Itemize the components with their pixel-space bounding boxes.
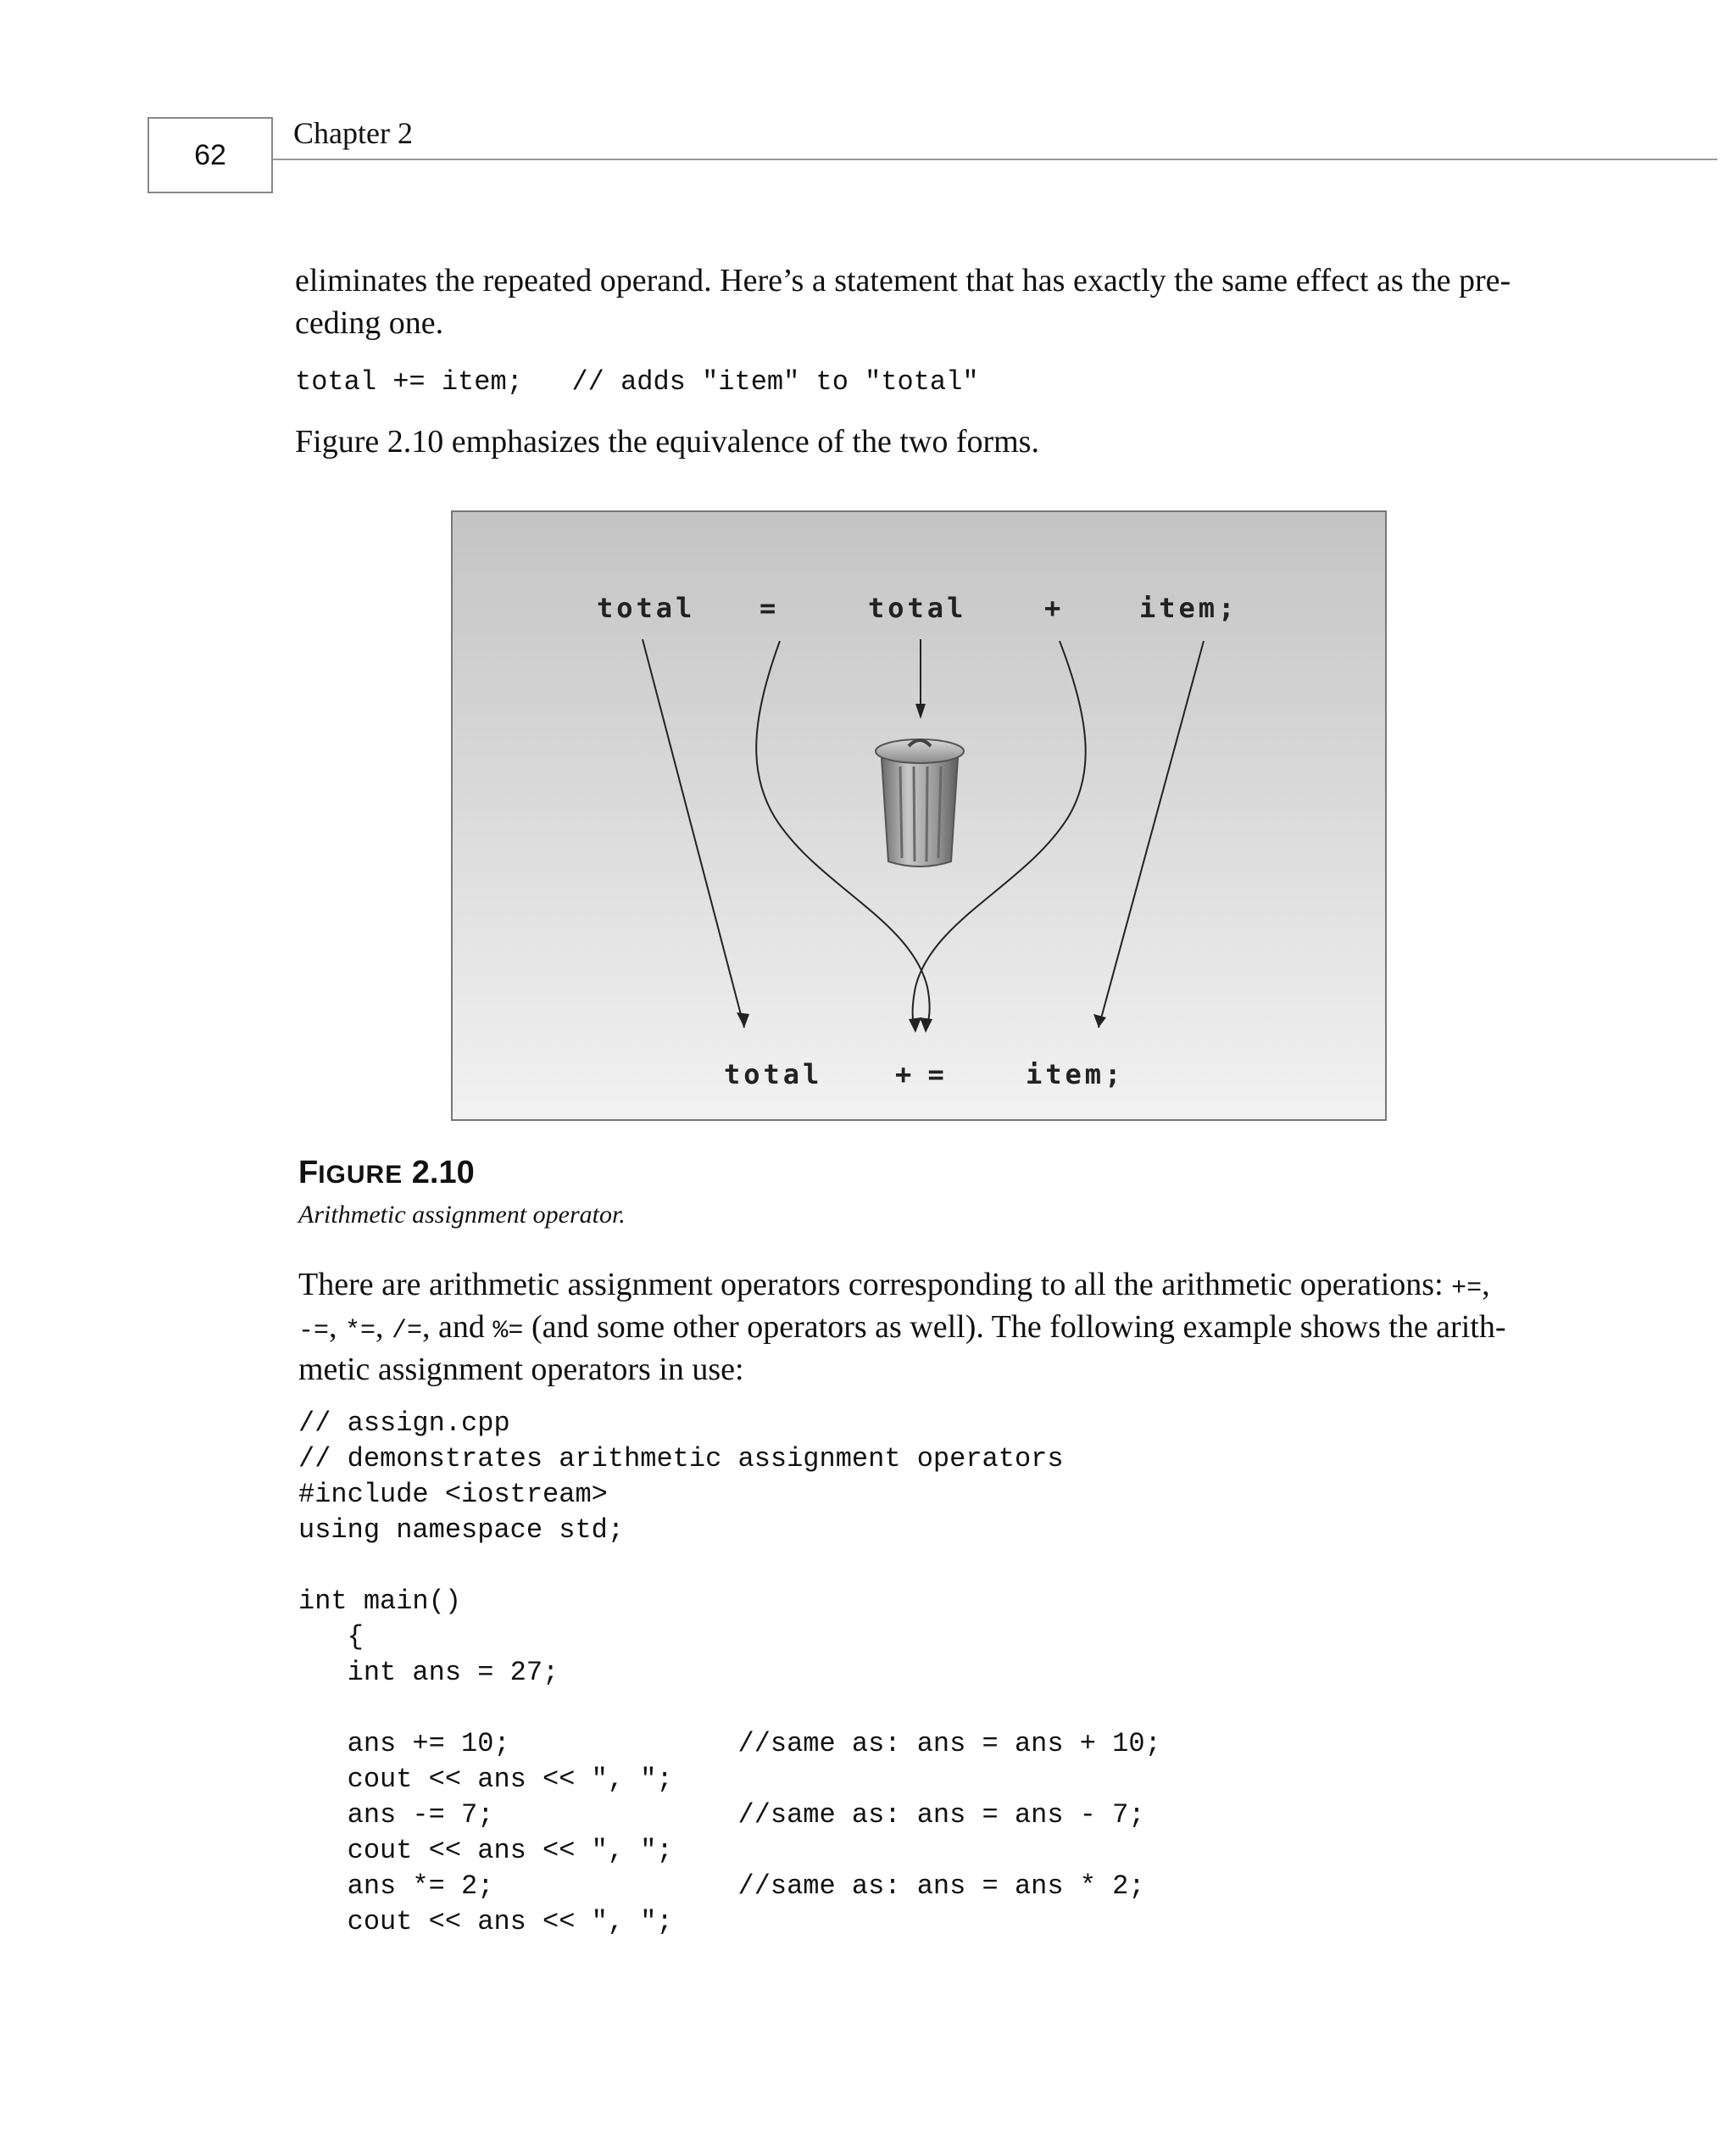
intro-line-2: ceding one. <box>295 305 444 341</box>
page-number-text: 62 <box>194 138 226 171</box>
page-number <box>147 117 273 193</box>
bottom-total: total <box>724 1058 823 1090</box>
figure-diagram <box>451 510 1387 1121</box>
top-plus: + <box>1044 592 1061 624</box>
trash-can-icon <box>876 739 964 867</box>
code-line: // assign.cpp <box>298 1407 510 1439</box>
code-line: int ans = 27; <box>298 1657 559 1688</box>
figure-reference: Figure 2.10 emphasizes the equivalence of the two forms. <box>295 424 1039 460</box>
body-line-1 <box>298 1263 1490 1310</box>
code-line: ans -= 7; //same as: ans = ans - 7; <box>298 1799 1145 1831</box>
figure-label <box>298 1155 475 1191</box>
header-rule <box>273 159 1717 160</box>
code-line: #include <iostream> <box>298 1479 608 1510</box>
body-comma-3: , <box>376 1309 384 1345</box>
code-line: ans += 10; //same as: ans = ans + 10; <box>298 1728 1161 1759</box>
body-line-2-text: (and some other operators as well). The following example shows the arith- <box>523 1309 1506 1345</box>
figure-number: 2.10 <box>411 1155 475 1190</box>
arrowhead-5 <box>915 704 926 719</box>
op-mod-equals: %= <box>492 1317 524 1346</box>
bottom-item: item; <box>1026 1058 1125 1090</box>
body-comma-1: , <box>1482 1267 1490 1302</box>
top-item: item; <box>1139 592 1238 624</box>
figure-label-prefix-big: F <box>298 1155 319 1190</box>
body-line-2 <box>298 1306 1505 1352</box>
code-line: cout << ans << ", "; <box>298 1764 673 1795</box>
code-line: // demonstrates arithmetic assignment operators <box>298 1443 1064 1474</box>
op-plus-equals: += <box>1451 1274 1483 1303</box>
top-equals: = <box>760 592 776 624</box>
body-and: , and <box>422 1309 493 1345</box>
figure-svg <box>453 512 1387 1121</box>
chapter-title: Chapter 2 <box>293 116 413 150</box>
body-comma-2: , <box>329 1309 337 1345</box>
code-line: ans *= 2; //same as: ans = ans * 2; <box>298 1870 1145 1902</box>
code-listing <box>298 1406 1161 1940</box>
arrowhead-4 <box>909 1017 921 1033</box>
figure-label-prefix-small: IGURE <box>318 1161 403 1189</box>
top-total-left: total <box>597 592 696 624</box>
op-minus-equals: -= <box>298 1317 330 1346</box>
code-line: using namespace std; <box>298 1514 625 1546</box>
top-total-right: total <box>868 592 967 624</box>
op-times-equals: *= <box>345 1317 376 1346</box>
code-line: int main() <box>298 1586 462 1617</box>
arrow-total-to-total <box>643 639 744 1028</box>
code-line: cout << ans << ", "; <box>298 1835 673 1866</box>
intro-line-1: eliminates the repeated operand. Here’s a statement that has exactly the same effect as the pre- <box>295 263 1511 298</box>
body-line-1-text: There are arithmetic assignment operators corresponding to all the arithmetic operations: <box>298 1267 1452 1302</box>
bottom-plus-equals: + = <box>895 1058 944 1090</box>
intro-code: total += item; // adds "item" to "total" <box>295 366 979 398</box>
arrow-item-to-item <box>1099 641 1204 1028</box>
op-div-equals: /= <box>392 1317 423 1346</box>
figure-caption: Arithmetic assignment operator. <box>298 1201 626 1229</box>
arrowhead-2 <box>1093 1014 1106 1028</box>
code-line: cout << ans << ", "; <box>298 1906 673 1937</box>
code-line: { <box>298 1621 364 1653</box>
arrowhead-3 <box>920 1017 932 1033</box>
body-line-3: metic assignment operators in use: <box>298 1352 744 1387</box>
